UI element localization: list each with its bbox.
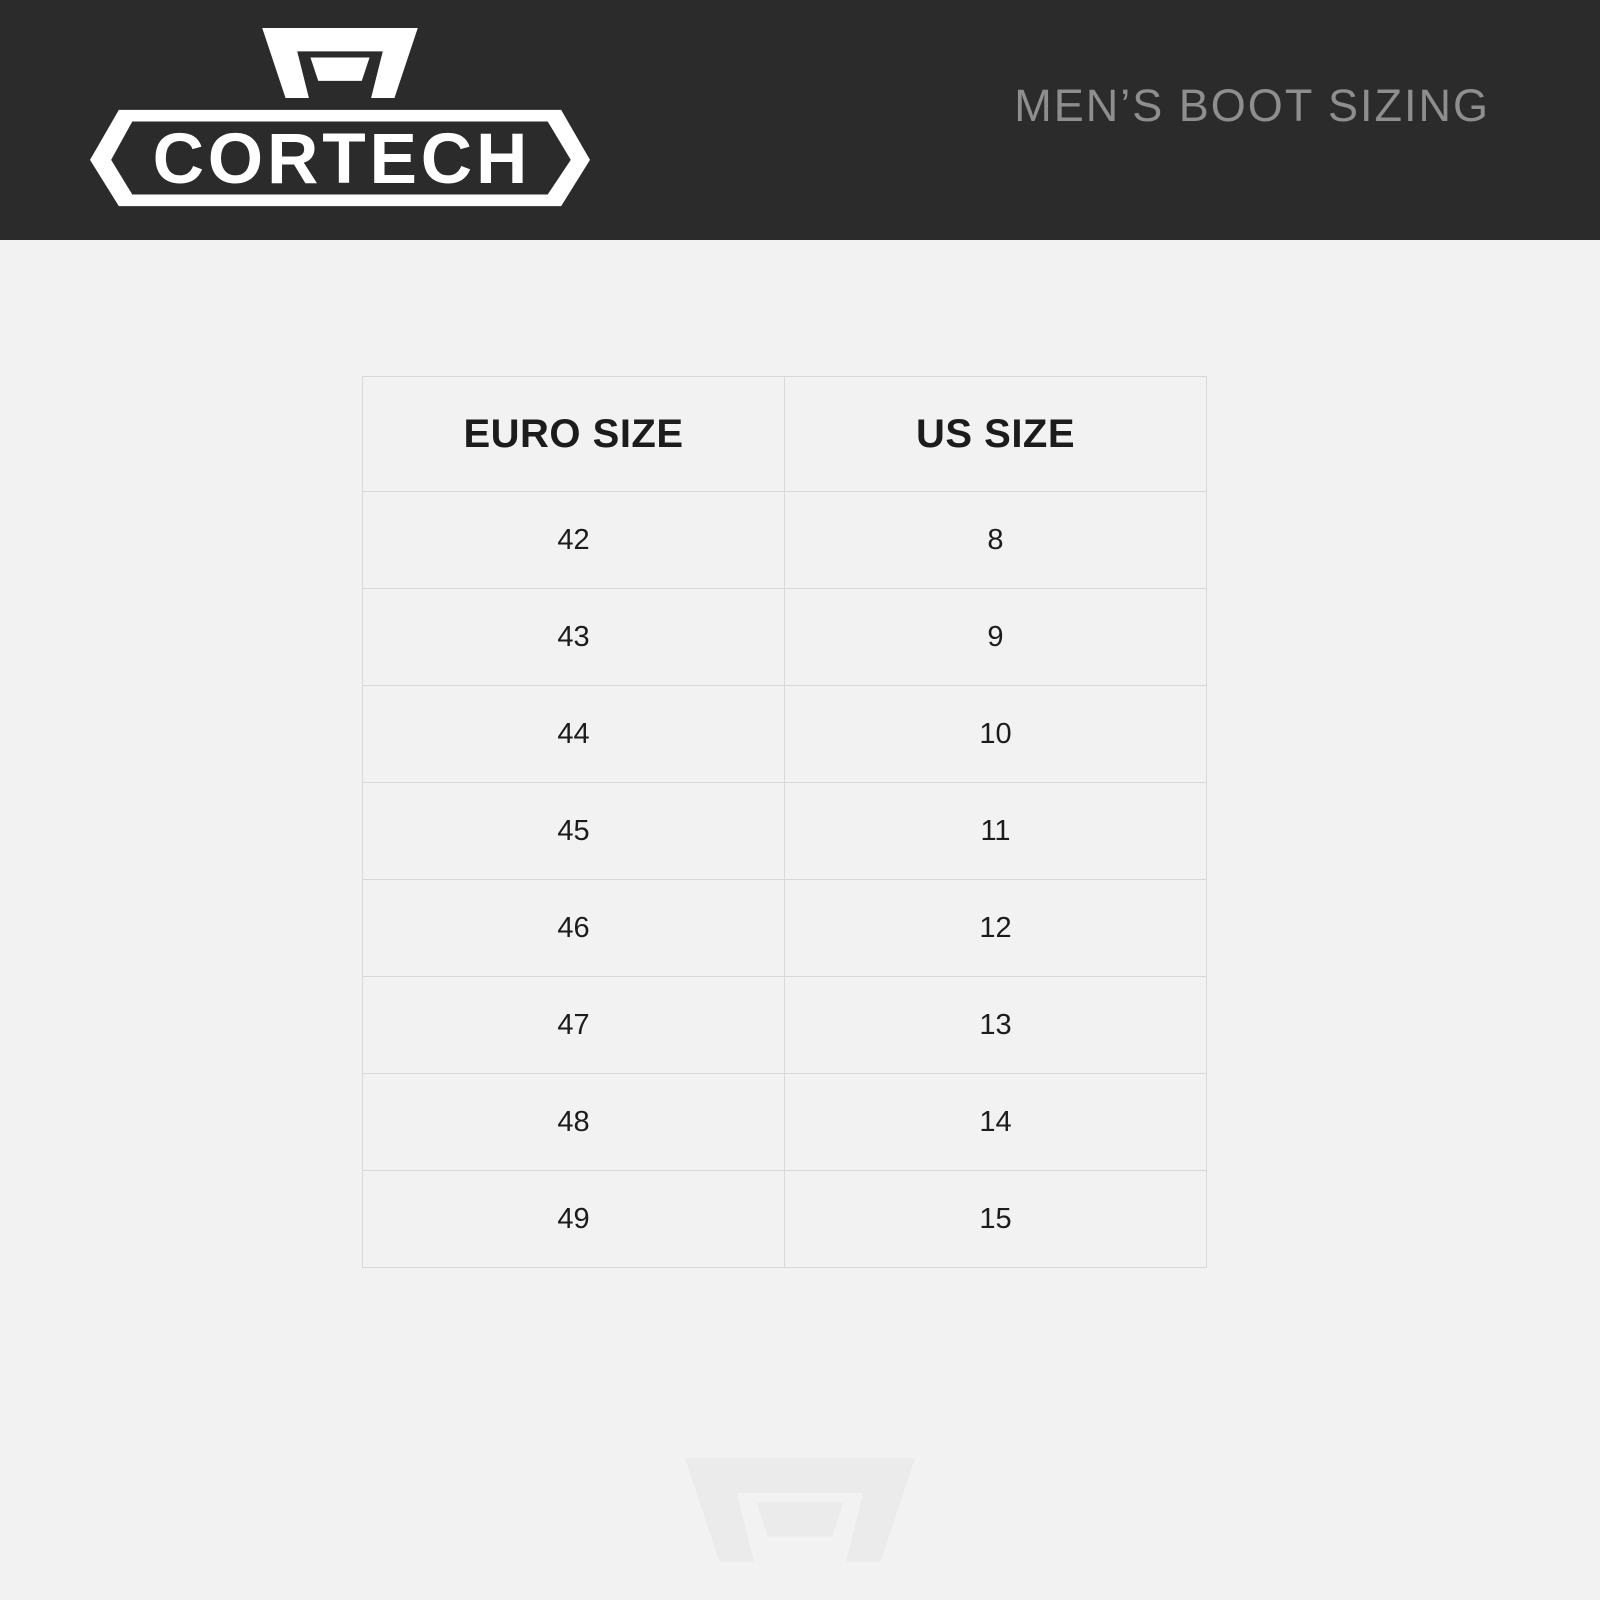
cell-euro-size: 47	[363, 977, 785, 1074]
cell-euro-size: 42	[363, 492, 785, 589]
cortech-chevron-watermark-icon	[685, 1450, 915, 1570]
page-title: MEN’S BOOT SIZING	[1014, 80, 1490, 131]
table-row	[363, 589, 1207, 686]
cell-us-size: 15	[785, 1171, 1207, 1268]
cell-us-size: 11	[785, 783, 1207, 880]
brand-wordmark	[90, 104, 590, 212]
table-row	[363, 492, 1207, 589]
column-header-us-size: US SIZE	[785, 377, 1207, 492]
table-row	[363, 1074, 1207, 1171]
table-row	[363, 686, 1207, 783]
table-header	[363, 377, 1207, 492]
table-row	[363, 783, 1207, 880]
size-table-container	[362, 376, 1207, 1268]
cell-euro-size: 43	[363, 589, 785, 686]
page-header	[0, 0, 1600, 240]
cell-us-size: 9	[785, 589, 1207, 686]
table-body	[363, 492, 1207, 1268]
cell-euro-size: 46	[363, 880, 785, 977]
cell-us-size: 12	[785, 880, 1207, 977]
column-header-euro-size: EURO SIZE	[363, 377, 785, 492]
table-row	[363, 977, 1207, 1074]
page-content	[0, 240, 1600, 1600]
brand-name-text: CORTECH	[152, 120, 532, 199]
cell-us-size: 13	[785, 977, 1207, 1074]
cell-euro-size: 49	[363, 1171, 785, 1268]
cortech-chevron-icon	[260, 28, 420, 98]
cell-us-size: 8	[785, 492, 1207, 589]
brand-logo	[60, 15, 620, 225]
cell-euro-size: 45	[363, 783, 785, 880]
cell-us-size: 14	[785, 1074, 1207, 1171]
table-row	[363, 880, 1207, 977]
cell-euro-size: 48	[363, 1074, 785, 1171]
table-row	[363, 1171, 1207, 1268]
table-header-row	[363, 377, 1207, 492]
cell-euro-size: 44	[363, 686, 785, 783]
cell-us-size: 10	[785, 686, 1207, 783]
size-table	[362, 376, 1207, 1268]
